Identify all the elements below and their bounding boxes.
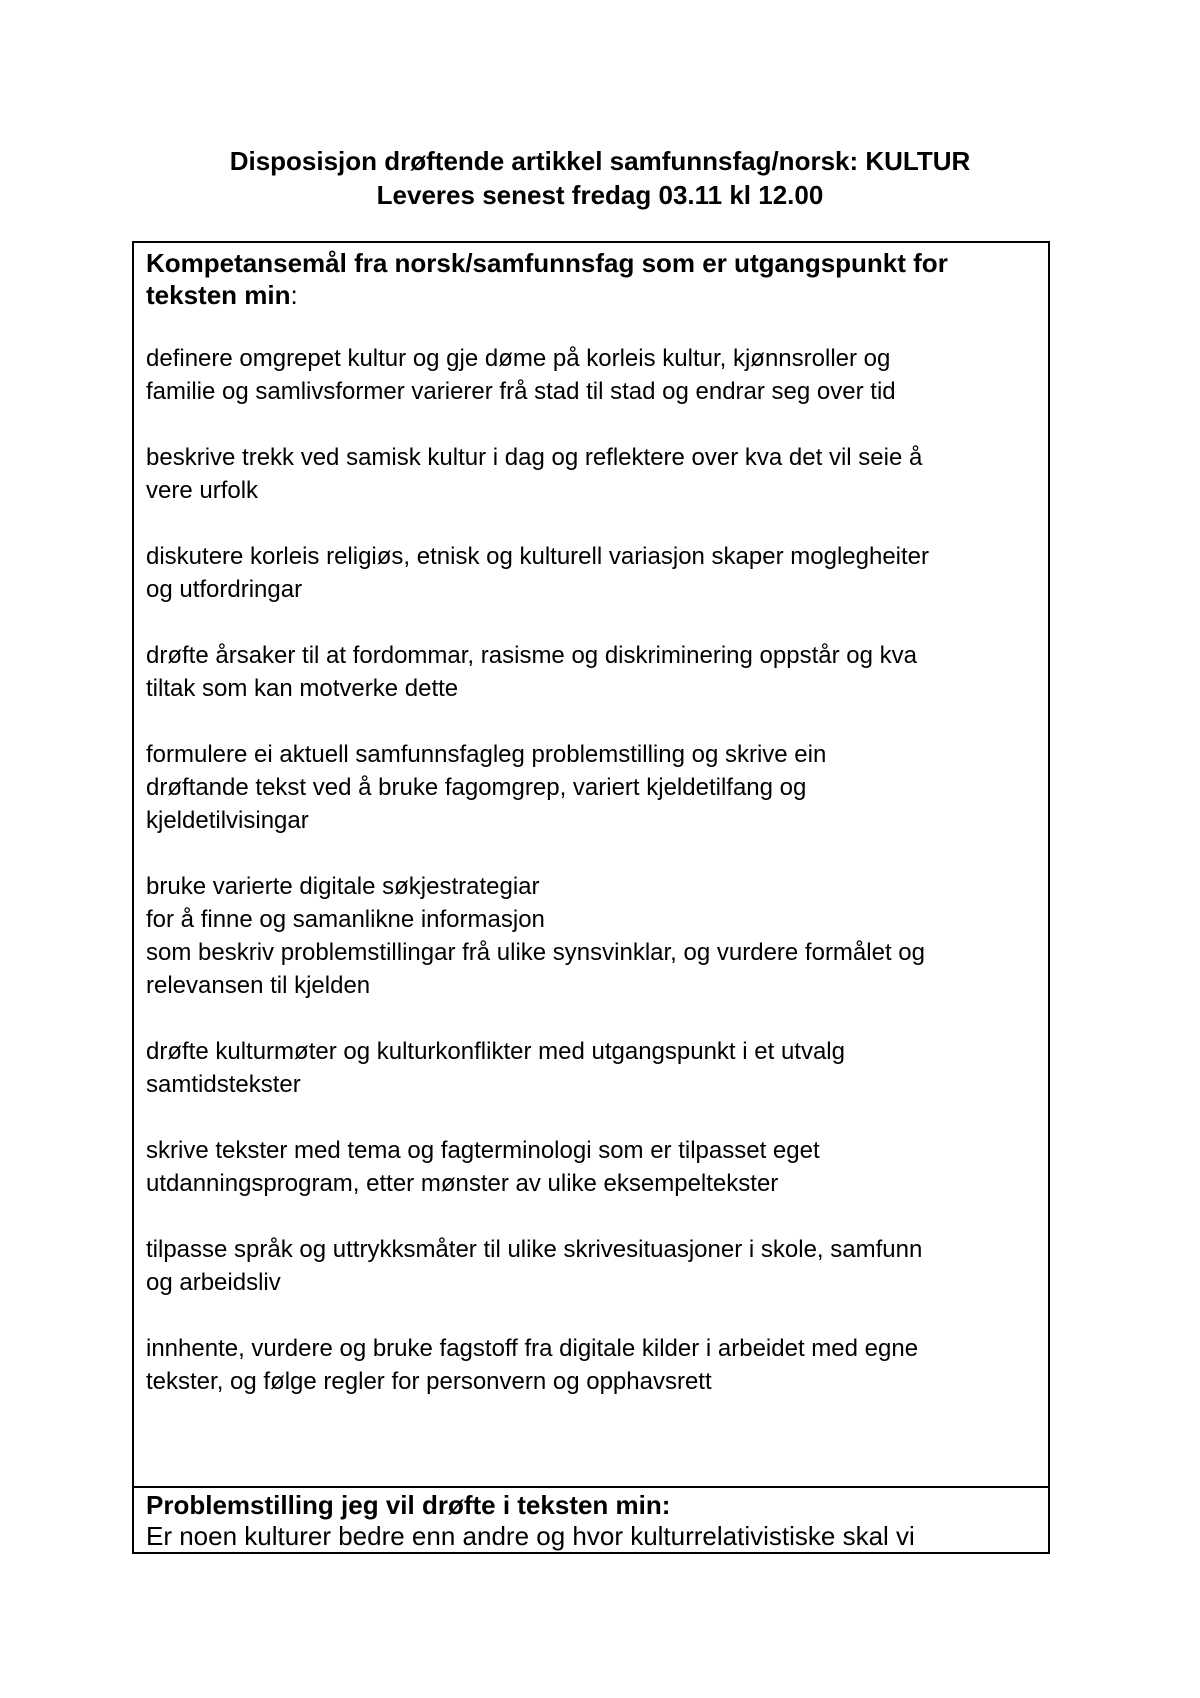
document-header [0,144,1200,212]
competence-goal-line: definere omgrepet kultur og gje døme på korleis kultur, kjønnsroller og [146,345,891,372]
competence-goal-line: drøfte kulturmøter og kulturkonflikter med utgangspunkt i et utvalg [146,1038,845,1065]
disposition-table [132,241,1050,1554]
competence-goal-line: formulere ei aktuell samfunnsfagleg problemstilling og skrive ein [146,741,827,768]
competence-goal-line: og utfordringar [146,576,303,603]
problem-statement-text: Er noen kulturer bedre enn andre og hvor kulturrelativistiske skal vi [146,1521,915,1551]
competence-goal-item [146,870,1036,1002]
competence-goal-item [146,1332,1036,1398]
competence-goal-line: tiltak som kan motverke dette [146,675,459,702]
competence-goal-line: relevansen til kjelden [146,972,371,999]
competence-goal-line: for å finne og samanlikne informasjon [146,906,545,933]
competence-goal-line: tilpasse språk og uttrykksmåter til ulike skrivesituasjoner i skole, samfunn [146,1236,923,1263]
problem-statement-heading: Problemstilling jeg vil drøfte i teksten min: [146,1490,671,1520]
competence-goal-line: og arbeidsliv [146,1269,281,1296]
competence-goal-line: vere urfolk [146,477,259,504]
competence-goal-line: familie og samlivsformer varierer frå stad til stad og endrar seg over tid [146,378,896,405]
competence-goal-line: utdanningsprogram, etter mønster av ulike eksempeltekster [146,1170,779,1197]
problem-statement-section [134,1486,1048,1552]
competence-goal-line: innhente, vurdere og bruke fagstoff fra digitale kilder i arbeidet med egne [146,1335,919,1362]
competence-goal-line: skrive tekster med tema og fagterminologi som er tilpasset eget [146,1137,820,1164]
competence-goal-line: kjeldetilvisingar [146,807,309,834]
competence-goal-item [146,1233,1036,1299]
competence-goal-line: bruke varierte digitale søkjestrategiar [146,873,540,900]
competence-goals-heading [146,247,1036,311]
competence-goal-item [146,540,1036,606]
deadline-text: Leveres senest fredag 03.11 kl 12.00 [376,180,824,210]
competence-goal-item [146,441,1036,507]
competence-goals-list [146,342,1036,1398]
competence-goal-item [146,1134,1036,1200]
competence-goal-line: diskutere korleis religiøs, etnisk og kulturell variasjon skaper moglegheiter [146,543,930,570]
competence-goal-line: som beskriv problemstillingar frå ulike synsvinklar, og vurdere formålet og [146,939,925,966]
competence-goals-section [134,243,1048,1486]
competence-goal-line: drøftande tekst ved å bruke fagomgrep, variert kjeldetilfang og [146,774,807,801]
competence-goal-line: tekster, og følge regler for personvern og opphavsrett [146,1368,712,1395]
document-title: Disposisjon drøftende artikkel samfunnsfag/norsk: KULTUR [229,146,971,176]
competence-goal-item [146,639,1036,705]
competence-goal-line: beskrive trekk ved samisk kultur i dag og reflektere over kva det vil seie å [146,444,923,471]
competence-goal-item [146,342,1036,408]
competence-goal-item [146,738,1036,837]
competence-goal-line: drøfte årsaker til at fordommar, rasisme og diskriminering oppstår og kva [146,642,917,669]
competence-goals-heading-text: Kompetansemål fra norsk/samfunnsfag som er utgangspunkt for teksten min [146,248,948,310]
competence-goals-heading-colon: : [290,280,298,310]
competence-goal-item [146,1035,1036,1101]
competence-goal-line: samtidstekster [146,1071,301,1098]
